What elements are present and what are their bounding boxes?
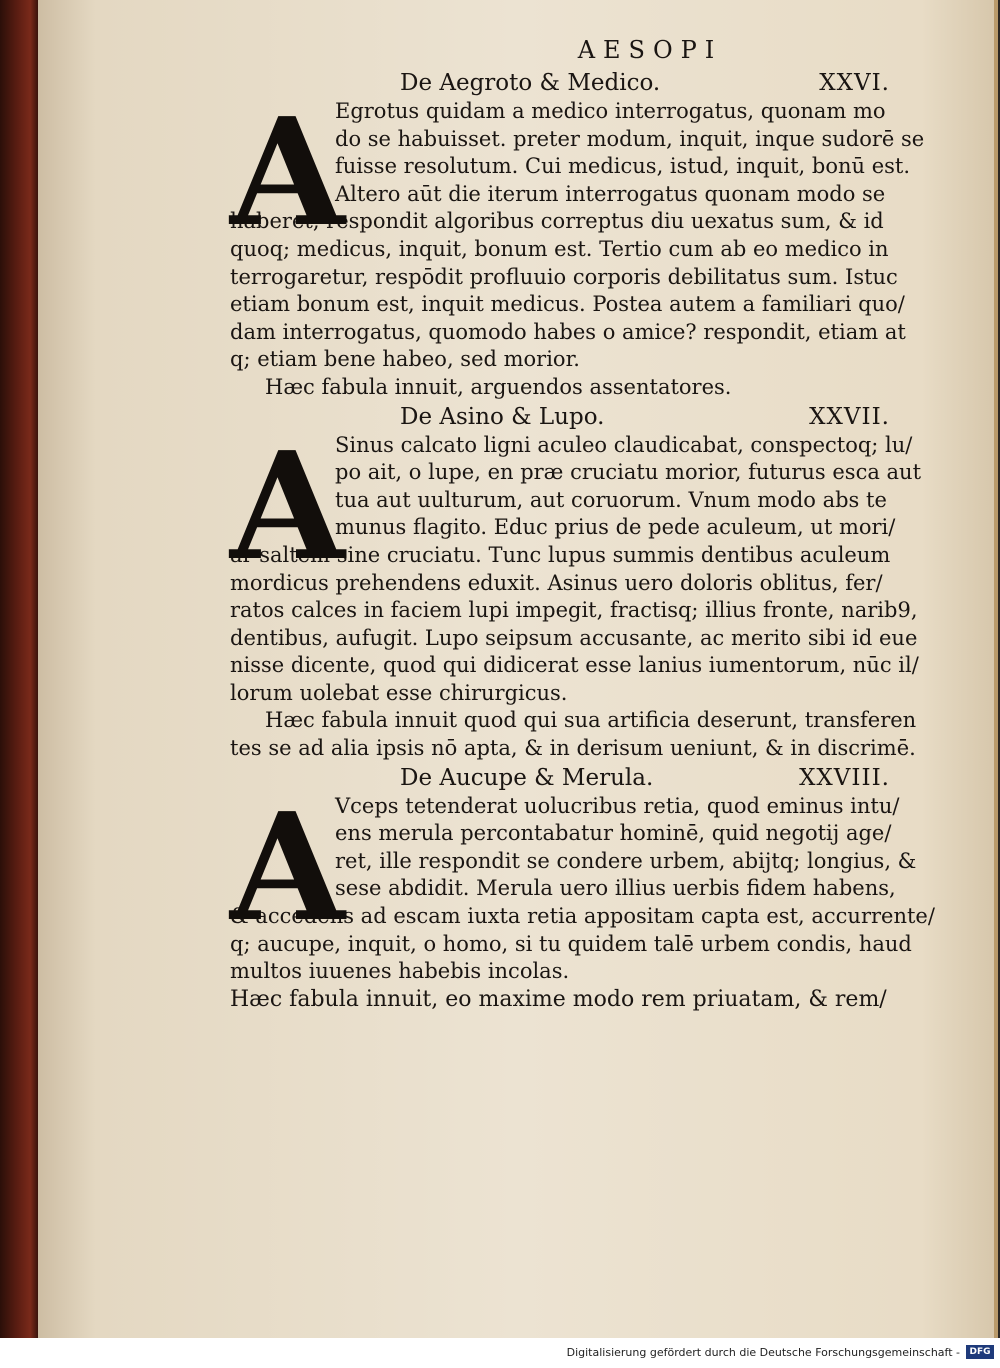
fable-moral: Hæc fabula innuit quod qui sua artificia deserunt, transferen <box>265 708 917 733</box>
text-line: do se habuisset. preter modum, inquit, inque sudorē se <box>335 126 925 151</box>
text-line: fuisse resolutum. Cui medicus, istud, inquit, bonū est. <box>335 154 911 179</box>
printed-text-block <box>230 30 950 1013</box>
fable-body <box>230 418 950 763</box>
text-line: etiam bonum est, inquit medicus. Postea autem a familiari quo/ <box>230 292 905 317</box>
text-line: haberet, respondit algoribus correptus diu uexatus sum, & id <box>230 209 884 234</box>
fable-moral: Hæc fabula innuit, eo maxime modo rem priuatam, & rem/ <box>230 986 887 1012</box>
digitization-footer <box>0 1338 1000 1368</box>
text-line: q; aucupe, inquit, o homo, si tu quidem talē urbem condis, haud <box>230 931 912 956</box>
drop-cap-initial: A <box>230 85 345 259</box>
text-line: lorum uolebat esse chirurgicus. <box>230 680 568 705</box>
text-line: q; etiam bene habeo, sed morior. <box>230 347 580 372</box>
fable-title: De Aegroto & Medico. <box>400 70 661 96</box>
fable-moral-continuation: tes se ad alia ipsis nō apta, & in derisum ueniunt, & in discrimē. <box>230 736 916 761</box>
text-line: dentibus, aufugit. Lupo seipsum accusante, ac merito sibi id eue <box>230 625 918 650</box>
running-head: AESOPI <box>577 36 723 64</box>
text-line: Altero aūt die iterum interrogatus quonam modo se <box>335 181 886 206</box>
page-edge <box>994 0 998 1338</box>
fable-number: XXVIII. <box>799 764 890 791</box>
text-line: mordicus prehendens eduxit. Asinus uero doloris oblitus, fer/ <box>230 570 883 595</box>
text-line: Sinus calcato ligni aculeo claudicabat, conspectoq; lu/ <box>335 432 913 457</box>
fable-title: De Asino & Lupo. <box>400 403 605 430</box>
text-line: ratos calces in faciem lupi impegit, fractisq; illius fronte, narib9, <box>230 598 918 623</box>
text-line: munus flagito. Educ prius de pede aculeum, ut mori/ <box>335 515 896 540</box>
fable-number: XXVI. <box>819 70 890 96</box>
fable-number: XXVII. <box>809 403 890 430</box>
funding-credit: Digitalisierung gefördert durch die Deutsche Forschungsgemeinschaft - <box>566 1346 960 1359</box>
text-line: ens merula percontabatur hominē, quid negotij age/ <box>335 821 892 846</box>
text-line: sese abdidit. Merula uero illius uerbis fidem habens, <box>335 876 896 901</box>
fable-body <box>230 85 950 402</box>
text-line: dam interrogatus, quomodo habes o amice? respondit, etiam at <box>230 319 906 344</box>
text-line: ret, ille respondit se condere urbem, abijtq; longius, & <box>335 848 917 873</box>
text-line: tua aut uulturum, aut coruorum. Vnum modo abs te <box>335 487 887 512</box>
text-line: terrogaretur, respōdit profluuio corporis debilitatus sum. Istuc <box>230 264 898 289</box>
dfg-logo: DFG <box>966 1345 994 1359</box>
text-line: po ait, o lupe, en præ cruciatu morior, futurus esca aut <box>335 460 922 485</box>
text-line: Vceps tetenderat uolucribus retia, quod eminus intu/ <box>335 793 900 818</box>
text-line: Egrotus quidam a medico interrogatus, quonam mo <box>335 99 886 123</box>
fable-title: De Aucupe & Merula. <box>400 764 654 791</box>
book-binding <box>0 0 38 1340</box>
text-line: & accedens ad escam iuxta retia appositam capta est, accurrente/ <box>230 904 935 929</box>
fable-moral: Hæc fabula innuit, arguendos assentatores. <box>265 374 732 399</box>
text-line: nisse dicente, quod qui didicerat esse lanius iumentorum, nūc il/ <box>230 653 919 678</box>
drop-cap-initial: A <box>230 418 345 593</box>
drop-cap-initial: A <box>230 779 345 954</box>
text-line: ar saltem sine cruciatu. Tunc lupus summis dentibus aculeum <box>230 542 891 567</box>
text-line: multos iuuenes habebis incolas. <box>230 959 570 984</box>
text-line: quoq; medicus, inquit, bonum est. Tertio cum ab eo medico in <box>230 236 889 261</box>
fable-body <box>230 779 950 1014</box>
